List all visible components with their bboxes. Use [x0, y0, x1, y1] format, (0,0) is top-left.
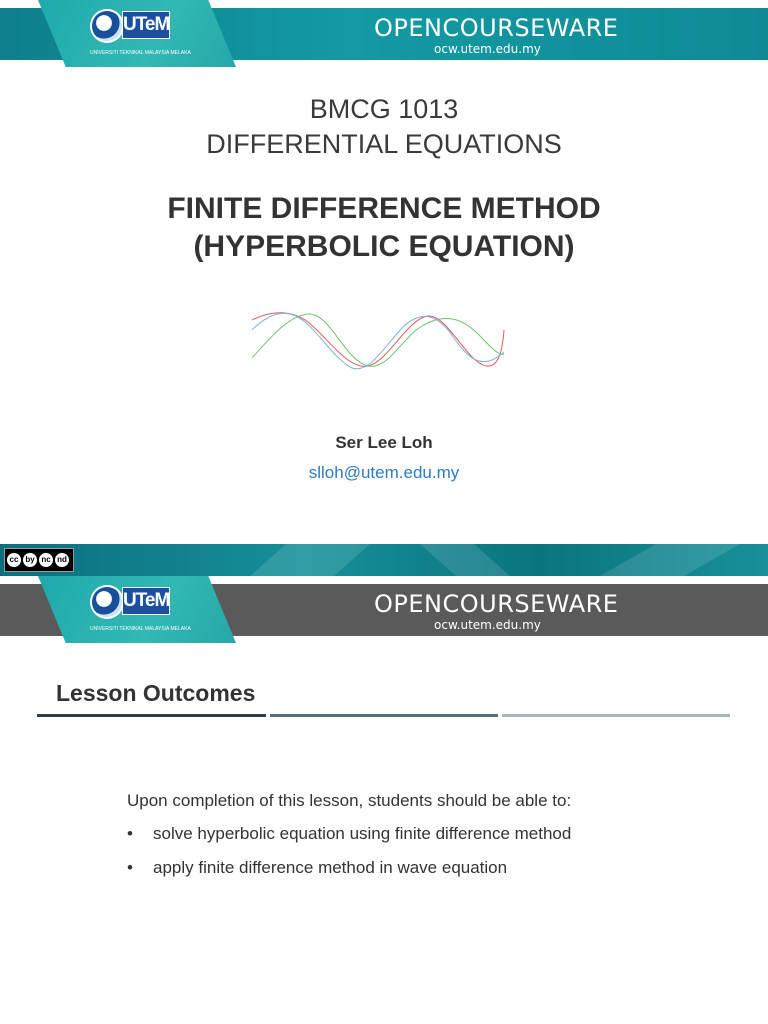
- course-name: DIFFERENTIAL EQUATIONS: [206, 129, 562, 159]
- topic-line-2: (HYPERBOLIC EQUATION): [193, 230, 575, 263]
- outcome-item: [127, 824, 571, 844]
- utem-logo: UTeM: [122, 587, 170, 615]
- university-crest-icon: [90, 9, 124, 43]
- intro-text: Upon completion of this lesson, students should be able to:: [127, 791, 572, 810]
- section-heading: Lesson Outcomes: [56, 680, 256, 706]
- outcome-text: solve hyperbolic equation using finite difference method: [153, 824, 572, 843]
- heading-divider: [502, 714, 730, 717]
- bullet-icon: •: [127, 858, 133, 877]
- heading-divider: [37, 714, 266, 717]
- attribution-icon: by: [23, 553, 37, 567]
- lesson-outcomes-slide: [0, 576, 768, 1024]
- ocw-url: ocw.utem.edu.my: [434, 42, 541, 56]
- ocw-title: OPENCOURSEWARE: [374, 14, 619, 42]
- university-crest-icon: [90, 585, 124, 619]
- topic-title: [0, 190, 768, 266]
- ocw-url: ocw.utem.edu.my: [434, 618, 541, 632]
- noncommercial-icon: nc: [39, 553, 53, 567]
- wave-graphic-icon: [252, 308, 508, 374]
- heading-divider: [270, 714, 498, 717]
- author-name: Ser Lee Loh: [335, 433, 433, 452]
- wave-green: [252, 314, 504, 366]
- author-email-link[interactable]: slloh@utem.edu.my: [308, 463, 460, 482]
- logo-subtitle: UNIVERSITI TEKNIKAL MALAYSIA MELAKA: [90, 50, 191, 56]
- logo-subtitle: UNIVERSITI TEKNIKAL MALAYSIA MELAKA: [90, 626, 191, 632]
- ocw-title: OPENCOURSEWARE: [374, 590, 619, 618]
- cc-license-badge[interactable]: [4, 548, 74, 572]
- outcome-item: [127, 858, 507, 878]
- course-code: BMCG 1013: [309, 94, 459, 124]
- cc-icon: cc: [7, 553, 21, 567]
- noderivatives-icon: nd: [55, 553, 69, 567]
- utem-logo: UTeM: [122, 11, 170, 39]
- bullet-icon: •: [127, 824, 133, 843]
- topic-line-1: FINITE DIFFERENCE METHOD: [167, 192, 601, 225]
- footer-stripe: [0, 544, 768, 576]
- outcome-text: apply finite difference method in wave equation: [153, 858, 508, 877]
